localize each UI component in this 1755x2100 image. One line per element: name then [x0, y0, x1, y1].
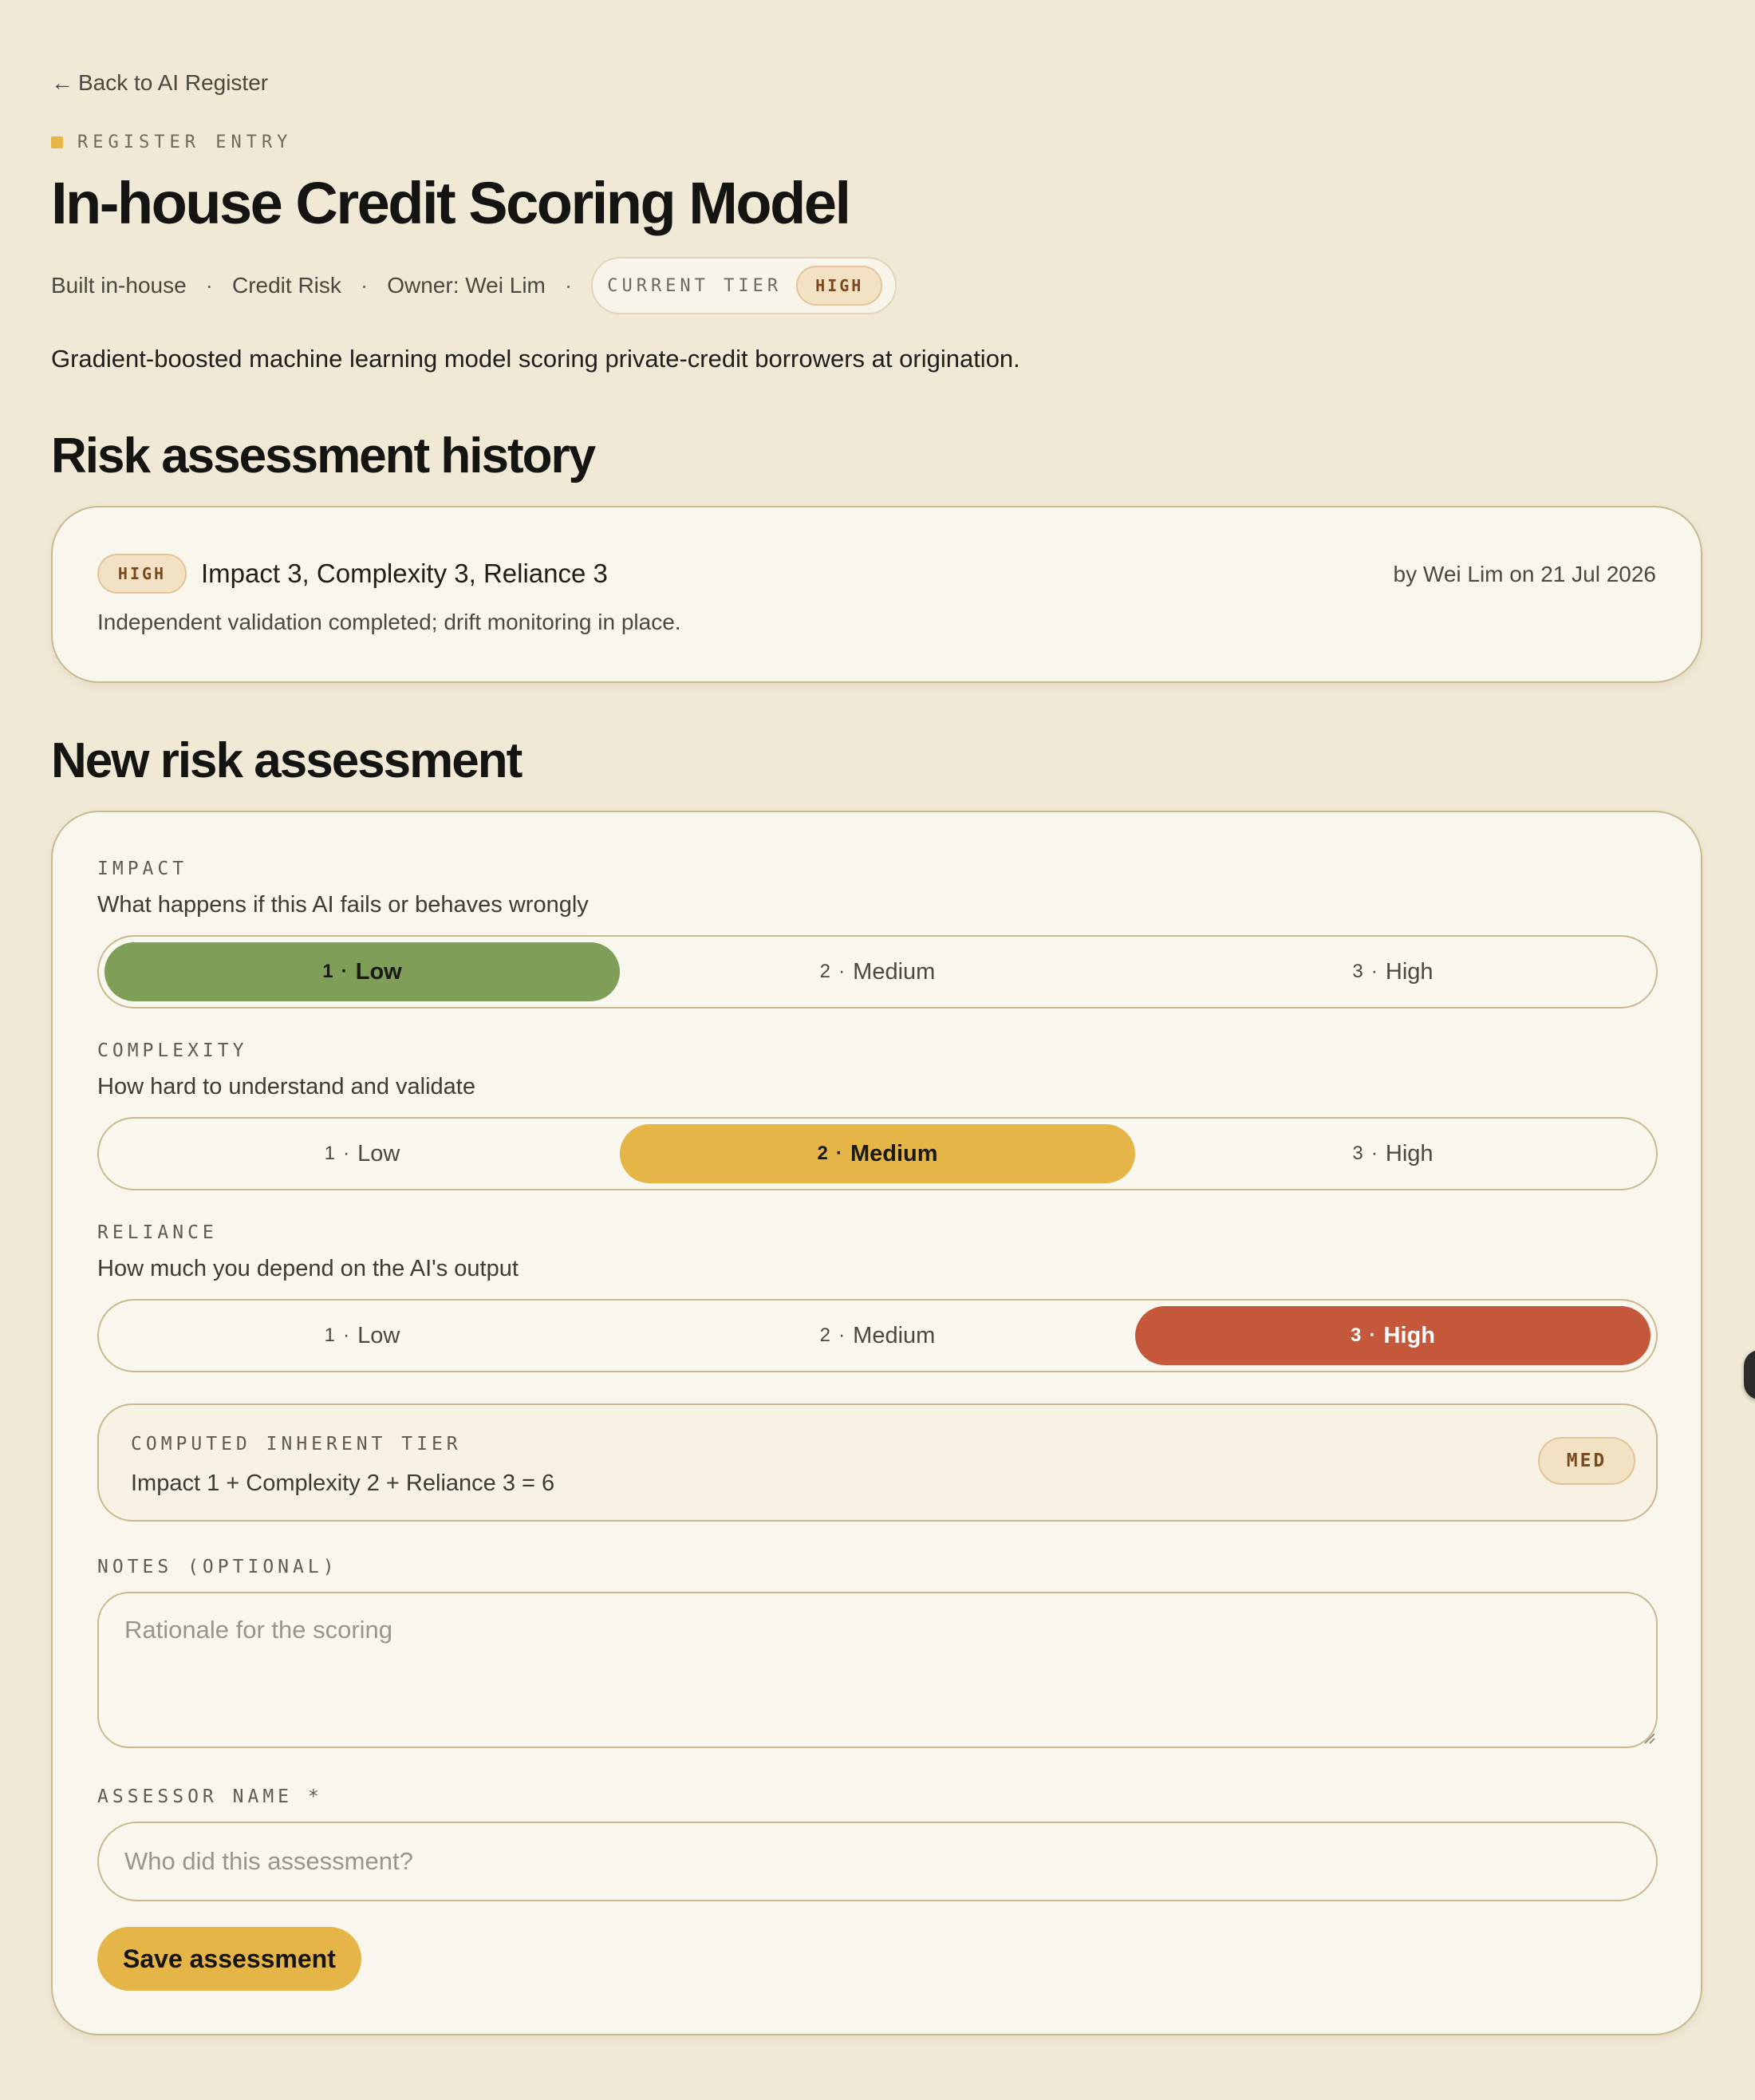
- complexity-label: COMPLEXITY: [97, 1040, 248, 1061]
- current-tier-pill: [591, 257, 897, 314]
- model-description: Gradient-boosted machine learning model scoring private-credit borrowers at origination.: [51, 345, 1020, 373]
- computed-tier-label: COMPUTED INHERENT TIER: [131, 1434, 462, 1455]
- option-number: 2: [819, 1324, 831, 1346]
- option-label: High: [1385, 1140, 1434, 1166]
- option-separator: ·: [1370, 961, 1378, 982]
- notes-textarea[interactable]: [97, 1592, 1658, 1748]
- eyebrow-label: REGISTER ENTRY: [77, 132, 293, 152]
- impact-option-medium[interactable]: [620, 942, 1135, 1001]
- meta-separator: ·: [360, 273, 369, 298]
- option-number: 1: [324, 1324, 336, 1346]
- option-number: 2: [817, 1143, 828, 1164]
- option-number: 3: [1351, 1324, 1362, 1346]
- assessor-label: ASSESSOR NAME *: [97, 1786, 323, 1807]
- history-heading: Risk assessment history: [51, 428, 595, 484]
- meta-separator: ·: [205, 273, 213, 298]
- history-note: Independent validation completed; drift monitoring in place.: [97, 610, 681, 634]
- complexity-option-high[interactable]: [1135, 1124, 1650, 1183]
- meta-build: Built in-house: [51, 273, 187, 298]
- back-to-register-link[interactable]: [51, 70, 268, 96]
- option-separator: ·: [343, 1324, 350, 1346]
- option-label: High: [1385, 958, 1434, 985]
- computed-tier-panel: [97, 1403, 1658, 1522]
- option-label: Low: [357, 1140, 400, 1166]
- option-separator: ·: [838, 961, 846, 982]
- meta-row: [51, 257, 897, 314]
- reliance-option-low[interactable]: [105, 1306, 620, 1365]
- option-label: Medium: [853, 958, 936, 985]
- option-separator: ·: [343, 1143, 350, 1164]
- impact-selector: [97, 935, 1658, 1009]
- reliance-option-high[interactable]: [1135, 1306, 1650, 1365]
- history-scores: Impact 3, Complexity 3, Reliance 3: [201, 559, 608, 588]
- reliance-label: RELIANCE: [97, 1222, 218, 1243]
- computed-tier-badge: MED: [1538, 1437, 1635, 1485]
- option-number: 1: [324, 1143, 336, 1164]
- complexity-selector: [97, 1117, 1658, 1190]
- option-label: Medium: [853, 1322, 936, 1348]
- impact-label: IMPACT: [97, 859, 188, 879]
- option-separator: ·: [835, 1143, 842, 1164]
- option-number: 2: [819, 961, 831, 982]
- eyebrow: [51, 132, 292, 152]
- assessor-name-input[interactable]: [97, 1822, 1658, 1901]
- option-separator: ·: [838, 1324, 846, 1346]
- option-label: High: [1383, 1322, 1435, 1348]
- reliance-selector: [97, 1299, 1658, 1372]
- square-bullet-icon: [51, 136, 63, 148]
- impact-option-low[interactable]: [105, 942, 620, 1001]
- option-label: Medium: [850, 1140, 938, 1166]
- complexity-option-low[interactable]: [105, 1124, 620, 1183]
- new-assessment-form: [51, 811, 1702, 2035]
- option-number: 3: [1352, 1143, 1363, 1164]
- meta-owner: Owner: Wei Lim: [387, 273, 546, 298]
- option-separator: ·: [341, 961, 348, 982]
- meta-separator: ·: [564, 273, 573, 298]
- arrow-left-icon: ←: [51, 70, 73, 95]
- option-separator: ·: [1369, 1324, 1376, 1346]
- option-number: 3: [1352, 961, 1363, 982]
- option-separator: ·: [1370, 1143, 1378, 1164]
- current-tier-badge: HIGH: [796, 266, 882, 306]
- reliance-option-medium[interactable]: [620, 1306, 1135, 1365]
- computed-tier-formula: Impact 1 + Complexity 2 + Reliance 3 = 6: [131, 1470, 555, 1496]
- history-assessor-date: by Wei Lim on 21 Jul 2026: [1393, 562, 1656, 586]
- complexity-option-medium[interactable]: [620, 1124, 1135, 1183]
- save-assessment-button[interactable]: Save assessment: [97, 1927, 361, 1991]
- resize-grip-icon[interactable]: [1642, 1731, 1656, 1745]
- current-tier-label: CURRENT TIER: [607, 275, 783, 296]
- back-link-label: Back to AI Register: [78, 70, 269, 95]
- history-entry-card: [51, 506, 1702, 683]
- page-title: In-house Credit Scoring Model: [51, 170, 850, 236]
- meta-category: Credit Risk: [231, 273, 341, 298]
- notes-label: NOTES (OPTIONAL): [97, 1557, 338, 1577]
- floating-edge-handle[interactable]: [1744, 1350, 1755, 1399]
- impact-option-high[interactable]: [1135, 942, 1650, 1001]
- option-number: 1: [322, 961, 333, 982]
- new-assessment-heading: New risk assessment: [51, 733, 522, 788]
- history-tier-badge: HIGH: [97, 554, 187, 594]
- complexity-help: How hard to understand and validate: [97, 1074, 475, 1099]
- option-label: Low: [355, 958, 402, 985]
- impact-help: What happens if this AI fails or behaves wrongly: [97, 892, 589, 918]
- option-label: Low: [357, 1322, 400, 1348]
- reliance-help: How much you depend on the AI's output: [97, 1256, 519, 1281]
